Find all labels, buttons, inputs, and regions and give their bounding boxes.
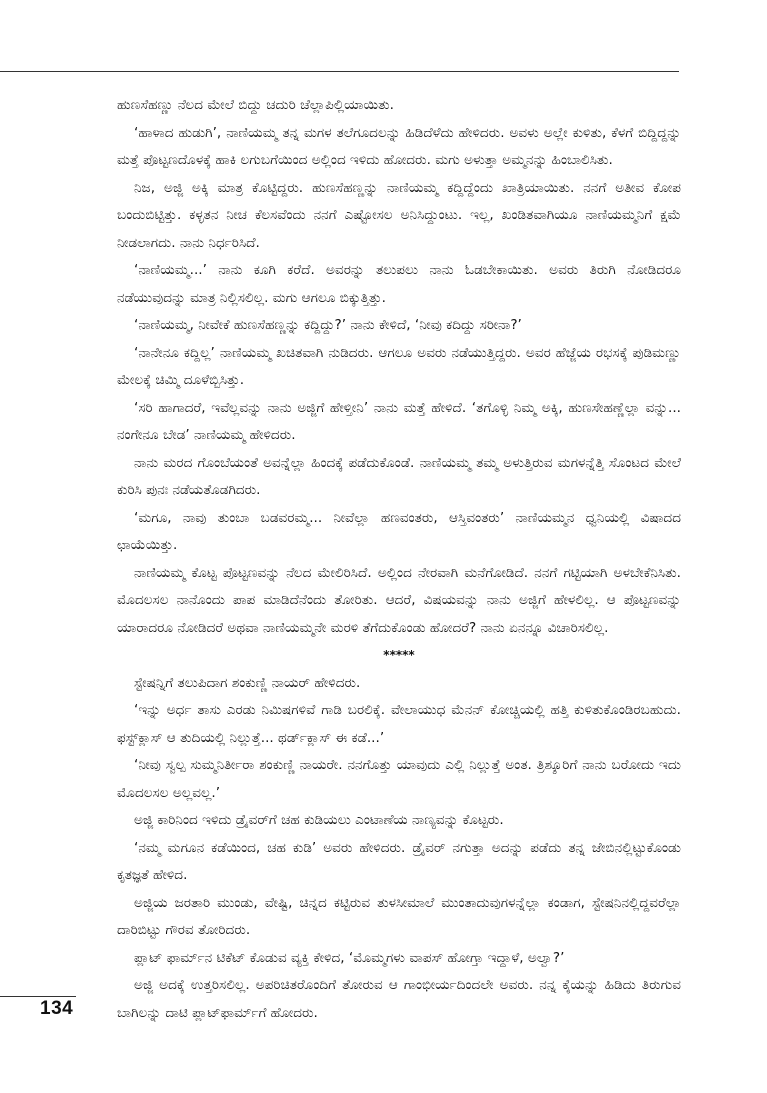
paragraph: ಅಜ್ಜಿ ಅದಕ್ಕೆ ಉತ್ತರಿಸಲಿಲ್ಲ. ಅಪರಿಚಿತರೊಂದಿಗೆ ತೋರುವ ಆ ಗಾಂಭೀರ್ಯದಿಂದಲೇ ಅವರು. ನನ್ನ ಕೈಯನ್ನು ಹಿಡಿದು ತಿರುಗುವ ಬಾಗಿಲನ್ನು ದಾಟಿ ಪ್ಲಾಟ್‌ಫಾರ್ಮ್‌ಗೆ ಹೋದರು. <box>117 977 681 1021</box>
page-number: 134 <box>40 998 74 1019</box>
paragraph: ‘ಸರಿ ಹಾಗಾದರೆ, ಇವೆಲ್ಲವನ್ನು ನಾನು ಅಜ್ಜಿಗೆ ಹೇಳ್ತೀನಿ’ ನಾನು ಮತ್ತೆ ಹೇಳಿದೆ. ‘ತಗೊಳ್ಳಿ ನಿಮ್ಮ ಅಕ್ಕಿ, ಹುಣಸೇಹಣ್ಣೆಲ್ಲಾ ವನ್ನು... ನಂಗೇನೂ ಬೇಡ’ ನಾಣಿಯಮ್ಮ ಹೇಳಿದರು. <box>117 399 681 443</box>
paragraph: ಪ್ಲಾಟ್ ಫಾರ್ಮ್‌ನ ಟಿಕೆಟ್ ಕೊಡುವ ವ್ಯಕ್ತಿ ಕೇಳಿದ, ‘ಮೊಮ್ಮಗಳು ವಾಪಸ್ ಹೋಗ್ತಾ ಇದ್ದಾಳೆ, ಅಲ್ವಾ?’ <box>134 949 565 966</box>
paragraph: ನಾಣಿಯಮ್ಮ ಕೊಟ್ಟ ಪೊಟ್ಟಣವನ್ನು ನೆಲದ ಮೇಲಿರಿಸಿದೆ. ಅಲ್ಲಿಂದ ನೇರವಾಗಿ ಮನೆಗೋಡಿದೆ. ನನಗೆ ಗಟ್ಟಿಯಾಗಿ ಅಳಬೇಕೆನಿಸಿತು. ಮೊದಲಸಲ ನಾನೊಂದು ಪಾಪ ಮಾಡಿದೆನೆಂದು ತೋರಿತು. ಆದರೆ, ವಿಷಯವನ್ನು ನಾನು ಅಜ್ಜಿಗೆ ಹೇಳಲಿಲ್ಲ. ಆ ಪೊಟ್ಟಣವನ್ನು ಯಾರಾದರೂ ನೋಡಿದರೆ ಅಥವಾ ನಾಣಿಯಮ್ಮನೇ ಮರಳಿ ತೆಗೆದುಕೊಂಡು ಹೋದರೆ? ನಾನು ಏನನ್ನೂ ವಿಚಾರಿಸಲಿಲ್ಲ. <box>117 564 681 636</box>
footer-rule <box>0 996 76 997</box>
paragraph: ‘ಹಾಳಾದ ಹುಡುಗಿ’, ನಾಣಿಯಮ್ಮ ತನ್ನ ಮಗಳ ತಲೆಗೂದಲನ್ನು ಹಿಡಿದೆಳೆದು ಹೇಳಿದರು. ಅವಳು ಅಲ್ಲೇ ಕುಳಿತು, ಕೆಳಗೆ ಬಿದ್ದಿದ್ದನ್ನು ಮತ್ತೆ ಪೊಟ್ಟಣದೊಳಕ್ಕೆ ಹಾಕಿ ಲಗುಬಗೆಯಿಂದ ಅಲ್ಲಿಂದ ಇಳಿದು ಹೋದರು. ಮಗು ಅಳುತ್ತಾ ಅಮ್ಮನನ್ನು ಹಿಂಬಾಲಿಸಿತು. <box>117 124 681 168</box>
paragraph: ‘ನೀವು ಸ್ವಲ್ಪ ಸುಮ್ಮನಿರ್ತೀರಾ ಶಂಕುಣ್ಣಿ ನಾಯರೇ. ನನಗೊತ್ತು ಯಾವುದು ಎಲ್ಲಿ ನಿಲ್ಲುತ್ತೆ ಅಂತ. ತ್ರಿಶ್ಶೂರಿಗೆ ನಾನು ಬರೋದು ಇದು ಮೊದಲಸಲ ಅಲ್ಲವಲ್ಲ.’ <box>117 757 681 801</box>
paragraph: ಅಜ್ಜಿ ಕಾರಿನಿಂದ ಇಳಿದು ಡ್ರೈವರ್‌ಗೆ ಚಹ ಕುಡಿಯಲು ಎಂಟಾಣೆಯ ನಾಣ್ಯವನ್ನು ಕೊಟ್ಟರು. <box>134 812 504 828</box>
paragraph: ‘ನಮ್ಮ ಮಗೂನ ಕಡೆಯಿಂದ, ಚಹ ಕುಡಿ’ ಅವರು ಹೇಳಿದರು. ಡ್ರೈವರ್ ನಗುತ್ತಾ ಅದನ್ನು ಪಡೆದು ತನ್ನ ಜೇಬಿನಲ್ಲಿಟ್ಟುಕೊಂಡು ಕೃತಜ್ಞತೆ ಹೇಳಿದ. <box>117 839 681 883</box>
header-rule <box>0 71 679 72</box>
paragraph: ‘ಇನ್ನು ಅರ್ಧ ತಾಸು ಎರಡು ನಿಮಿಷಗಳಿವೆ ಗಾಡಿ ಬರಲಿಕ್ಕೆ. ವೇಲಾಯುಧ ಮೆನನ್ ಕೋಚ್ಚಿಯಲ್ಲಿ ಹತ್ತಿ ಕುಳಿತುಕೊಂಡಿರಬಹುದು. ಫಸ್ಟ್‌ಕ್ಲಾಸ್ ಆ ತುದಿಯಲ್ಲಿ ನಿಲ್ಲುತ್ತೆ... ಥರ್ಡ್‌ಕ್ಲಾಸ್ ಈ ಕಡೆ...’ <box>117 702 681 746</box>
paragraph: ಹುಣಸೆಹಣ್ಣು ನೆಲದ ಮೇಲೆ ಬಿದ್ದು ಚದುರಿ ಚೆಲ್ಲಾಪಿಲ್ಲಿಯಾಯಿತು. <box>117 97 394 113</box>
paragraph: ಅಜ್ಜಿಯ ಜರತಾರಿ ಮುಂಡು, ವೇಷ್ಟಿ, ಚಿನ್ನದ ಕಟ್ಟಿರುವ ತುಳಸೀಮಾಲೆ ಮುಂತಾದುವುಗಳನ್ನೆಲ್ಲಾ ಕಂಡಾಗ, ಸ್ಟೇಷನಿನಲ್ಲಿದ್ದವರೆಲ್ಲಾ ದಾರಿಬಿಟ್ಟು ಗೌರವ ತೋರಿದರು. <box>117 894 681 938</box>
paragraph: ‘ನಾಣಿಯಮ್ಮ...’ ನಾನು ಕೂಗಿ ಕರೆದೆ. ಅವರನ್ನು ತಲುಪಲು ನಾನು ಓಡಬೇಕಾಯಿತು. ಅವರು ತಿರುಗಿ ನೋಡಿದರೂ ನಡೆಯುವುದನ್ನು ಮಾತ್ರ ನಿಲ್ಲಿಸಲಿಲ್ಲ. ಮಗು ಆಗಲೂ ಬಿಕ್ಕುತ್ತಿತ್ತು. <box>117 262 681 306</box>
paragraph: ಸ್ಟೇಷನ್ನಿಗೆ ತಲುಪಿದಾಗ ಶಂಕುಣ್ಣಿ ನಾಯರ್ ಹೇಳಿದರು. <box>134 674 361 691</box>
section-separator: ***** <box>383 648 415 662</box>
paragraph: ‘ನಾಣಿಯಮ್ಮ, ನೀವೇಕೆ ಹುಣಸೆಹಣ್ಣನ್ನು ಕದ್ದಿದ್ದು?’ ನಾನು ಕೇಳಿದೆ, ‘ನೀವು ಕದಿದ್ದು ಸರೀನಾ?’ <box>134 317 522 333</box>
paragraph: ‘ಮಗೂ, ನಾವು ತುಂಬಾ ಬಡವರಮ್ಮ... ನೀವೆಲ್ಲಾ ಹಣವಂತರು, ಆಸ್ತಿವಂತರು’ ನಾಣಿಯಮ್ಮನ ಧ್ವನಿಯಲ್ಲಿ ವಿಷಾದದ ಛಾಯೆಯಿತ್ತು. <box>117 509 681 553</box>
paragraph: ನಿಜ, ಅಜ್ಜಿ ಅಕ್ಕಿ ಮಾತ್ರ ಕೊಟ್ಟಿದ್ದರು. ಹುಣಸೆಹಣ್ಣನ್ನು ನಾಣಿಯಮ್ಮ ಕದ್ದಿದ್ದೆಂದು ಖಾತ್ರಿಯಾಯಿತು. ನನಗೆ ಅತೀವ ಕೋಪ ಬಂದುಬಿಟ್ಟಿತ್ತು. ಕಳ್ಳತನ ನೀಚ ಕೆಲಸವೆಂದು ನನಗೆ ಎಷ್ಟೋಸಲ ಅನಿಸಿದ್ದುಂಟು. ಇಲ್ಲ, ಖಂಡಿತವಾಗಿಯೂ ನಾಣಿಯಮ್ಮನಿಗೆ ಕ್ಷಮೆ ನೀಡಲಾಗದು. ನಾನು ನಿರ್ಧರಿಸಿದೆ. <box>117 179 681 251</box>
paragraph: ನಾನು ಮರದ ಗೊಂಬೆಯಂತೆ ಅವನ್ನೆಲ್ಲಾ ಹಿಂದಕ್ಕೆ ಪಡೆದುಕೊಂಡೆ. ನಾಣಿಯಮ್ಮ ತಮ್ಮ ಅಳುತ್ತಿರುವ ಮಗಳನ್ನೆತ್ತಿ ಸೊಂಟದ ಮೇಲೆ ಕುರಿಸಿ ಪುನಃ ನಡೆಯತೊಡಗಿದರು. <box>117 454 681 498</box>
body-text <box>117 92 681 1027</box>
paragraph: ‘ನಾನೇನೂ ಕದ್ದಿಲ್ಲ’ ನಾಣಿಯಮ್ಮ ಖಚಿತವಾಗಿ ನುಡಿದರು. ಆಗಲೂ ಅವರು ನಡೆಯುತ್ತಿದ್ದರು. ಅವರ ಹೆಜ್ಜೆಯ ರಭಸಕ್ಕೆ ಪುಡಿಮಣ್ಣು ಮೇಲಕ್ಕೆ ಚಿಮ್ಮಿ ದೂಳೆಬ್ಬಿಸಿತ್ತು. <box>117 344 681 388</box>
